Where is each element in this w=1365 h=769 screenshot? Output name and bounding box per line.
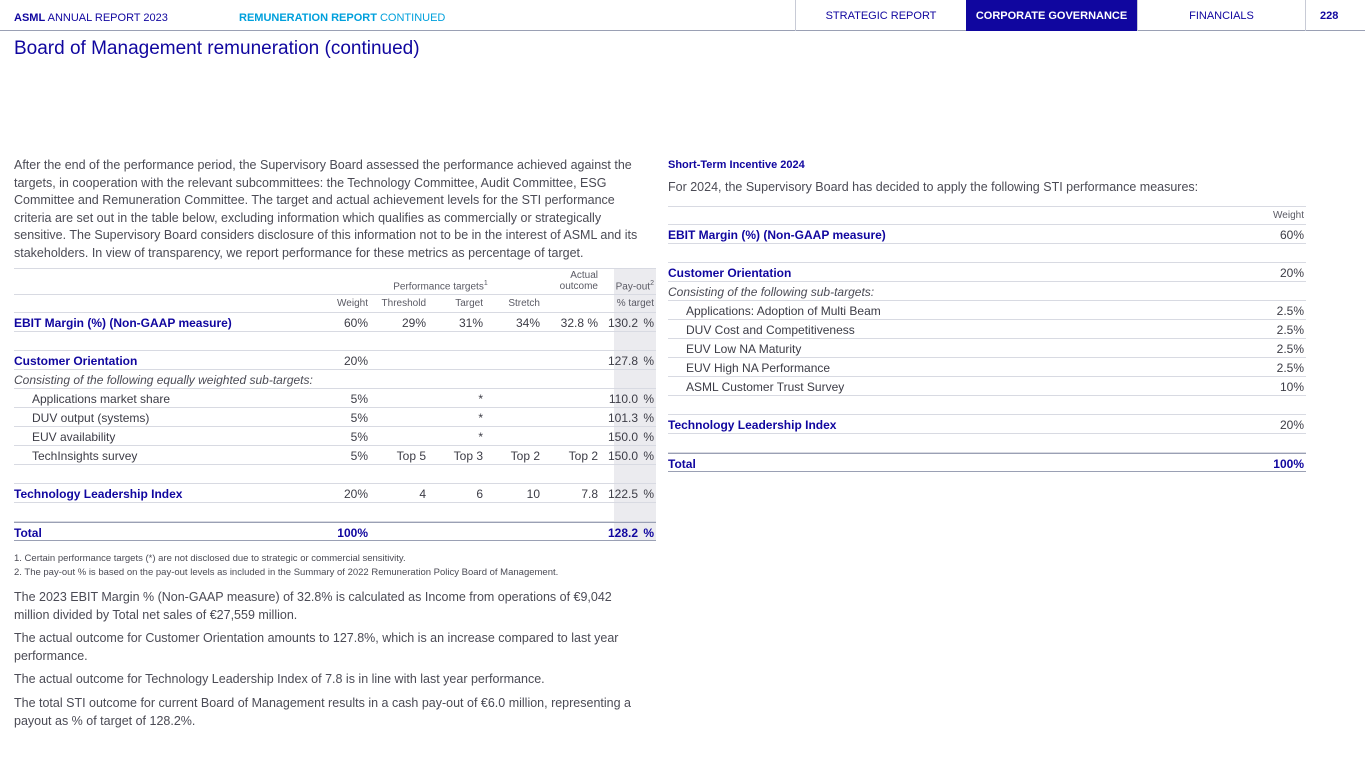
section-name: REMUNERATION REPORT bbox=[239, 12, 377, 24]
cell-target: * bbox=[478, 392, 483, 406]
footnote-ref-1: 1 bbox=[483, 280, 488, 287]
table-row bbox=[14, 484, 656, 503]
cell-target: * bbox=[478, 430, 483, 444]
sti-2024-row bbox=[668, 358, 1306, 377]
row-label: Customer Orientation bbox=[14, 354, 138, 368]
table-row bbox=[14, 446, 656, 465]
cell-weight: 5% bbox=[350, 392, 368, 406]
col-target: Target bbox=[455, 298, 483, 309]
sti-2024-spacer-row bbox=[668, 396, 1306, 415]
cell-threshold: 4 bbox=[419, 487, 426, 501]
col-pct-target: % target bbox=[616, 298, 654, 309]
cell-weight: 20% bbox=[343, 487, 368, 501]
nav-financials[interactable]: FINANCIALS bbox=[1137, 0, 1305, 31]
table-row bbox=[14, 427, 656, 446]
cell-payout: 110.0 bbox=[608, 392, 638, 406]
sti-2024-label: EUV High NA Performance bbox=[686, 361, 831, 375]
cell-weight: 5% bbox=[350, 411, 368, 425]
sti-2024-weight: 2.5% bbox=[1276, 323, 1304, 337]
table-row bbox=[14, 313, 656, 332]
cell-payout: 150.0 bbox=[607, 449, 638, 463]
report-brand[interactable] bbox=[14, 12, 168, 24]
footnote-1: 1. Certain performance targets (*) are not disclosed due to strategic or commercial sensitivity. bbox=[14, 553, 406, 564]
sti-2024-weight: 20% bbox=[1279, 266, 1304, 280]
col-stretch: Stretch bbox=[508, 298, 540, 309]
col-weight: Weight bbox=[337, 298, 368, 309]
column-header-row bbox=[14, 294, 656, 313]
sti-2024-row bbox=[668, 415, 1306, 434]
top-navigation-bar bbox=[0, 0, 1365, 31]
cell-payout: 130.2 bbox=[607, 316, 638, 330]
cell-stretch: 10 bbox=[526, 487, 540, 501]
performance-targets-header bbox=[382, 280, 499, 292]
footnote-2: 2. The pay-out % is based on the pay-out levels as included in the Summary of 2022 Remuneration Policy Board of Management. bbox=[14, 566, 559, 578]
sti-2024-weight: 100% bbox=[1273, 457, 1304, 471]
table-spacer-row bbox=[14, 503, 656, 522]
sti-2024-label: Total bbox=[668, 457, 696, 471]
payout-header bbox=[616, 280, 654, 292]
row-label: EBIT Margin (%) (Non-GAAP measure) bbox=[14, 316, 232, 330]
sti-2024-weight: 2.5% bbox=[1276, 361, 1304, 375]
sti-2024-header-row bbox=[668, 206, 1306, 225]
table-row bbox=[14, 389, 656, 408]
cell-target: * bbox=[478, 411, 483, 425]
cell-weight: 60% bbox=[343, 316, 368, 330]
paragraph-customer-orientation: The actual outcome for Customer Orientation amounts to 127.8%, which is an increase compared to last year performance. bbox=[14, 631, 619, 663]
cell-payout-unit: % bbox=[643, 487, 654, 501]
actual-outcome-header-line1: Actual bbox=[570, 270, 598, 281]
page-title: Board of Management remuneration (continued) bbox=[14, 38, 420, 59]
table-row bbox=[14, 370, 656, 389]
sti-2024-row bbox=[668, 301, 1306, 320]
row-label: DUV output (systems) bbox=[32, 411, 150, 425]
sti-2024-row bbox=[668, 377, 1306, 396]
cell-weight: 5% bbox=[350, 449, 368, 463]
cell-target: Top 3 bbox=[453, 449, 483, 463]
cell-payout-unit: % bbox=[643, 430, 654, 444]
nav-corporate-governance[interactable]: CORPORATE GOVERNANCE bbox=[966, 0, 1137, 31]
cell-threshold: Top 5 bbox=[396, 449, 426, 463]
sti-2024-label: DUV Cost and Competitiveness bbox=[686, 323, 855, 337]
table-row bbox=[14, 522, 656, 541]
page-number: 228 bbox=[1305, 0, 1365, 31]
sti-2024-weight: 10% bbox=[1279, 380, 1304, 394]
sti-2024-weight-header: Weight bbox=[1273, 210, 1304, 221]
sti-2024-intro: For 2024, the Supervisory Board has decided to apply the following STI performance measures: bbox=[668, 180, 1199, 194]
actual-outcome-header-line2: outcome bbox=[559, 281, 598, 292]
section-suffix: CONTINUED bbox=[376, 12, 446, 24]
nav-strategic-report[interactable]: STRATEGIC REPORT bbox=[795, 0, 966, 31]
cell-stretch: Top 2 bbox=[510, 449, 540, 463]
footnote-ref-2: 2 bbox=[650, 280, 654, 287]
sti-2024-weight: 2.5% bbox=[1276, 342, 1304, 356]
section-breadcrumb[interactable] bbox=[239, 12, 445, 24]
cell-weight: 100% bbox=[337, 526, 368, 540]
table-row bbox=[14, 351, 656, 370]
cell-actual-outcome: 32.8 % bbox=[560, 316, 598, 330]
table-spacer-row bbox=[14, 465, 656, 484]
cell-target: 6 bbox=[476, 487, 483, 501]
paragraph-ebit: The 2023 EBIT Margin % (Non-GAAP measure) of 32.8% is calculated as Income from operations of €9,042 million divided by Total net sales of €27,559 million. bbox=[14, 590, 612, 622]
payout-header-label: Pay-out bbox=[615, 281, 651, 293]
cell-payout-unit: % bbox=[643, 411, 654, 425]
sti-2024-row bbox=[668, 225, 1306, 244]
brand-report-title: ANNUAL REPORT 2023 bbox=[45, 12, 168, 24]
row-label: Applications market share bbox=[32, 392, 171, 406]
row-label: Technology Leadership Index bbox=[14, 487, 183, 501]
sti-2024-label: Customer Orientation bbox=[668, 266, 792, 280]
row-label: EUV availability bbox=[32, 430, 116, 444]
intro-paragraph: After the end of the performance period, the Supervisory Board assessed the performance achieved against the targets, in cooperation with the relevant subcommittees: the Technology Committee, Audit Committee, ESG Committee and Remuneration Committee. The target and actual achievement levels for the STI performance criteria are set out in the table below, excluding information which qualifies as commercially or strategically sensitive. The Supervisory Board considers disclosure of this information not to be in the interest of ASML and its stakeholders. In view of transparency, we report performance for these metrics as percentage of target. bbox=[14, 158, 638, 260]
col-threshold: Threshold bbox=[381, 298, 426, 309]
cell-payout: 122.5 bbox=[607, 487, 638, 501]
performance-targets-label: Performance targets bbox=[393, 281, 484, 293]
cell-target: 31% bbox=[458, 316, 483, 330]
actual-outcome-header bbox=[560, 270, 598, 292]
sti-2024-weight: 60% bbox=[1279, 228, 1304, 242]
cell-payout-unit: % bbox=[643, 449, 654, 463]
cell-payout-unit: % bbox=[643, 392, 654, 406]
cell-actual-outcome: Top 2 bbox=[568, 449, 598, 463]
sti-2024-label: ASML Customer Trust Survey bbox=[686, 380, 845, 394]
sti-2024-label: Consisting of the following sub-targets: bbox=[668, 285, 875, 299]
cell-payout: 101.3 bbox=[607, 411, 638, 425]
sti-2024-row bbox=[668, 453, 1306, 472]
footnotes bbox=[14, 552, 558, 579]
sti-2024-heading: Short-Term Incentive 2024 bbox=[668, 159, 805, 171]
cell-actual-outcome: 7.8 bbox=[581, 487, 598, 501]
row-label: Total bbox=[14, 526, 42, 540]
table-row bbox=[14, 408, 656, 427]
sti-2024-row bbox=[668, 320, 1306, 339]
cell-payout: 127.8 bbox=[607, 354, 638, 368]
cell-stretch: 34% bbox=[515, 316, 540, 330]
cell-payout-unit: % bbox=[643, 526, 654, 540]
sti-2024-label: EUV Low NA Maturity bbox=[686, 342, 802, 356]
cell-payout: 150.0 bbox=[607, 430, 638, 444]
cell-payout-unit: % bbox=[643, 354, 654, 368]
sti-2024-spacer-row bbox=[668, 434, 1306, 453]
cell-payout: 128.2 bbox=[607, 526, 638, 540]
sti-2024-row bbox=[668, 339, 1306, 358]
sti-2024-spacer-row bbox=[668, 244, 1306, 263]
sti-2024-label: Applications: Adoption of Multi Beam bbox=[686, 304, 881, 318]
sti-2024-label: Technology Leadership Index bbox=[668, 418, 837, 432]
row-label: Consisting of the following equally weighted sub-targets: bbox=[14, 373, 313, 387]
paragraph-technology-leadership: The actual outcome for Technology Leadership Index of 7.8 is in line with last year performance. bbox=[14, 672, 545, 686]
paragraph-total-sti: The total STI outcome for current Board of Management results in a cash pay-out of €6.0 million, representing a payout as % of target of 128.2%. bbox=[14, 696, 631, 728]
sti-2024-row bbox=[668, 263, 1306, 282]
cell-threshold: 29% bbox=[401, 316, 426, 330]
cell-weight: 20% bbox=[343, 354, 368, 368]
sti-2024-label: EBIT Margin (%) (Non-GAAP measure) bbox=[668, 228, 886, 242]
cell-payout-unit: % bbox=[643, 316, 654, 330]
sti-2024-weight: 2.5% bbox=[1276, 304, 1304, 318]
table-top-rule bbox=[14, 268, 656, 269]
table-spacer-row bbox=[14, 332, 656, 351]
sti-2024-weight: 20% bbox=[1279, 418, 1304, 432]
cell-weight: 5% bbox=[350, 430, 368, 444]
sti-2024-row bbox=[668, 282, 1306, 301]
row-label: TechInsights survey bbox=[32, 449, 138, 463]
brand-name: ASML bbox=[14, 12, 46, 24]
